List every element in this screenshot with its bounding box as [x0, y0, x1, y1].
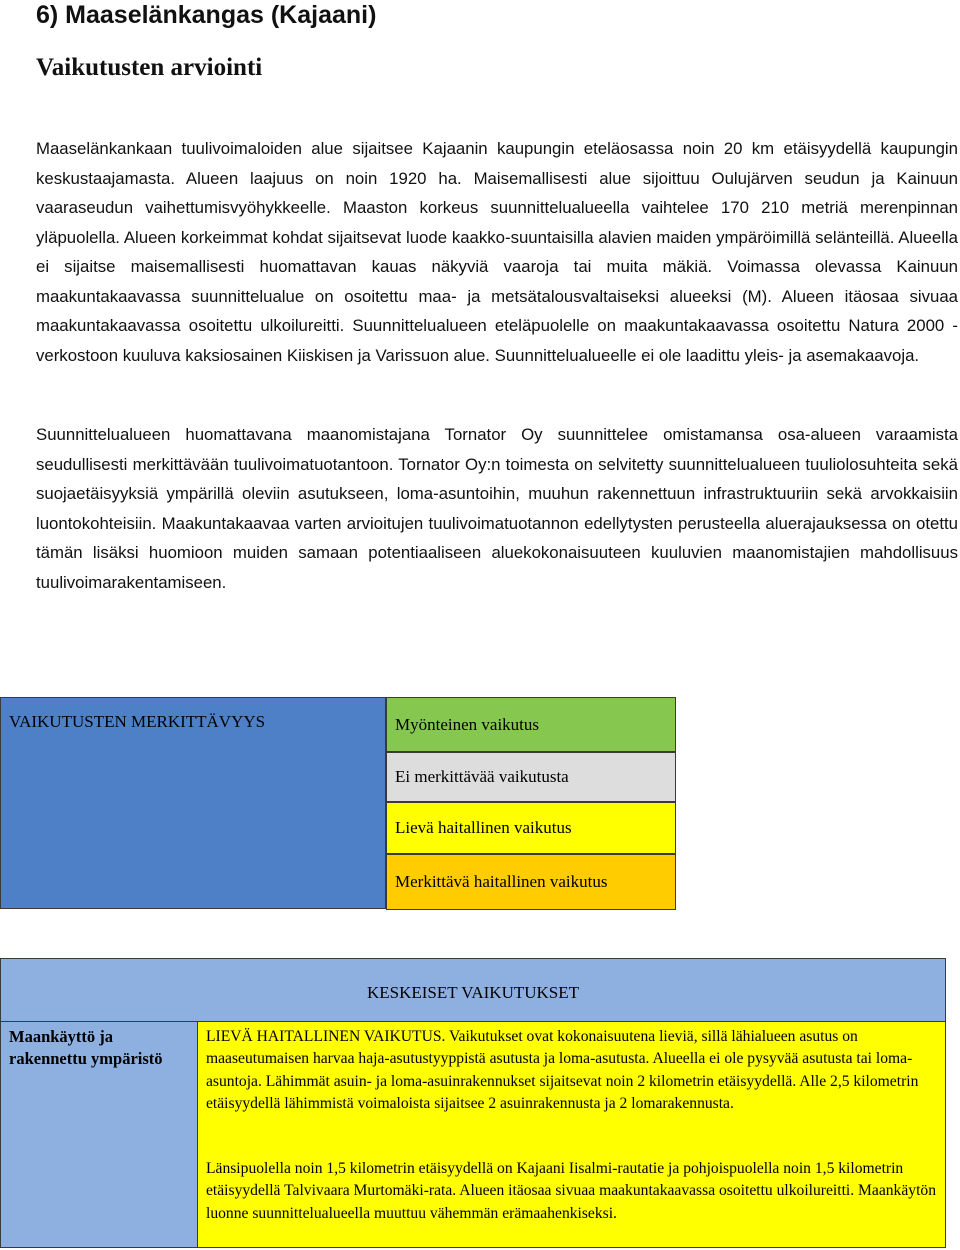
legend-title-cell [0, 697, 386, 909]
body-paragraph: Maaselänkankaan tuulivoimaloiden alue sijaitsee Kajaanin kaupungin eteläosassa noin 20 km etäisyydellä kaupungin keskustaajamasta. Alueen laajuus on noin 1920 ha. Maisemallisesti alue sijoittuu Oulujärven seudun ja Kainuun vaaraseudun vaihettumisvyöhykkeelle. Maaston korkeus suunnittelualueella vaihtelee 170 210 metriä merenpinnan yläpuolella. Alueen korkeimmat kohdat sijaitsevat luode kaakko-suuntaisilla alavien maiden ympäröimillä selänteillä. Alueella ei sijaitse maisemallisesti huomattavan kauas näkyviä vaaroja tai muita mäkiä. Voimassa olevassa Kainuun maakuntakaavassa suunnittelualue on osoitettu maa- ja metsätalousvaltaiseksi alueeksi (M). Alueen itäosaa sivuaa maakuntakaavassa osoitettu ulkoilureitti. Suunnittelualueen eteläpuolelle on maakuntakaavassa osoitettu Natura 2000 -verkostoon kuuluva kaksiosainen Kiiskisen ja Varissuon alue. Suunnittelualueelle ei ole laadittu yleis- ja asemakaavoja. [36, 139, 958, 365]
body-paragraph: Suunnittelualueen huomattavana maanomistajana Tornator Oy suunnittelee omistamansa osa-alueen varaamista seudullisesti merkittävään tuulivoimatuotantoon. Tornator Oy:n toimesta on selvitetty suunnittelualueen tuuliolosuhteita sekä suojaetäisyyksiä ympärillä oleviin asutukseen, loma-asuntoihin, muuhun rakennettuun infrastruktuuriin sekä arvokkaisiin luontokohteisiin. Maakuntakaavaa varten arvioitujen tuulivoimatuotannon edellytysten perusteella aluerajauksessa on otettu tämän lisäksi huomioon muiden samaan potentiaaliseen aluekokonaisuuteen kuuluvien maanomistajien mahdollisuus tuulivoimarakentamiseen. [36, 425, 958, 592]
legend-significant-adverse-impact: Merkittävä haitallinen vaikutus [386, 854, 676, 910]
key-impacts-header-text: KESKEISET VAIKUTUKSET [366, 983, 580, 1002]
document-heading: 6) Maaselänkangas (Kajaani) [36, 1, 377, 29]
impact-category-label: Maankäyttö ja rakennettu ympäristö [9, 1027, 163, 1068]
impact-description-paragraph: LIEVÄ HAITALLINEN VAIKUTUS. Vaikutukset ovat kokonaisuutena lieviä, sillä lähialueen asutus on maaseutumaisen harvaa haja-asutustyyppistä asutusta ja loma-asutusta. Alueella ei ole pysyvää asutusta tai loma-asuntoja. Lähimmät asuin- ja loma-asuinrakennukset sijaitsevat noin 2 kilometrin etäisyydellä. Alle 2,5 kilometrin etäisyydellä lähimmistä voimaloista sijaitsee 2 asuinrakennusta ja 2 lomarakennusta. [206, 1028, 919, 1112]
impact-description-cell [198, 1021, 945, 1247]
key-impacts-table [0, 958, 946, 1248]
impact-category-cell [1, 1021, 198, 1247]
legend-minor-adverse-impact: Lievä haitallinen vaikutus [386, 802, 676, 854]
legend-title: VAIKUTUSTEN MERKITTÄVYYS [9, 712, 266, 731]
key-impacts-header [1, 959, 945, 1021]
legend-no-significant-impact: Ei merkittävää vaikutusta [386, 752, 676, 802]
section-subheading: Vaikutusten arviointi [36, 54, 263, 81]
significance-legend [0, 697, 676, 911]
legend-positive-impact: Myönteinen vaikutus [386, 697, 676, 752]
impact-description-paragraph: Länsipuolella noin 1,5 kilometrin etäisyydellä on Kajaani Iisalmi-rautatie ja pohjoispuolella noin 1,5 kilometrin etäisyydellä Talvivaara Murtomäki-rata. Alueen itäosaa sivuaa maakuntakaavassa osoitettu ulkoilureitti. Maankäytön luonne suunnittelualueella muuttuu vähemmän erämaahenkiseksi. [206, 1160, 936, 1222]
